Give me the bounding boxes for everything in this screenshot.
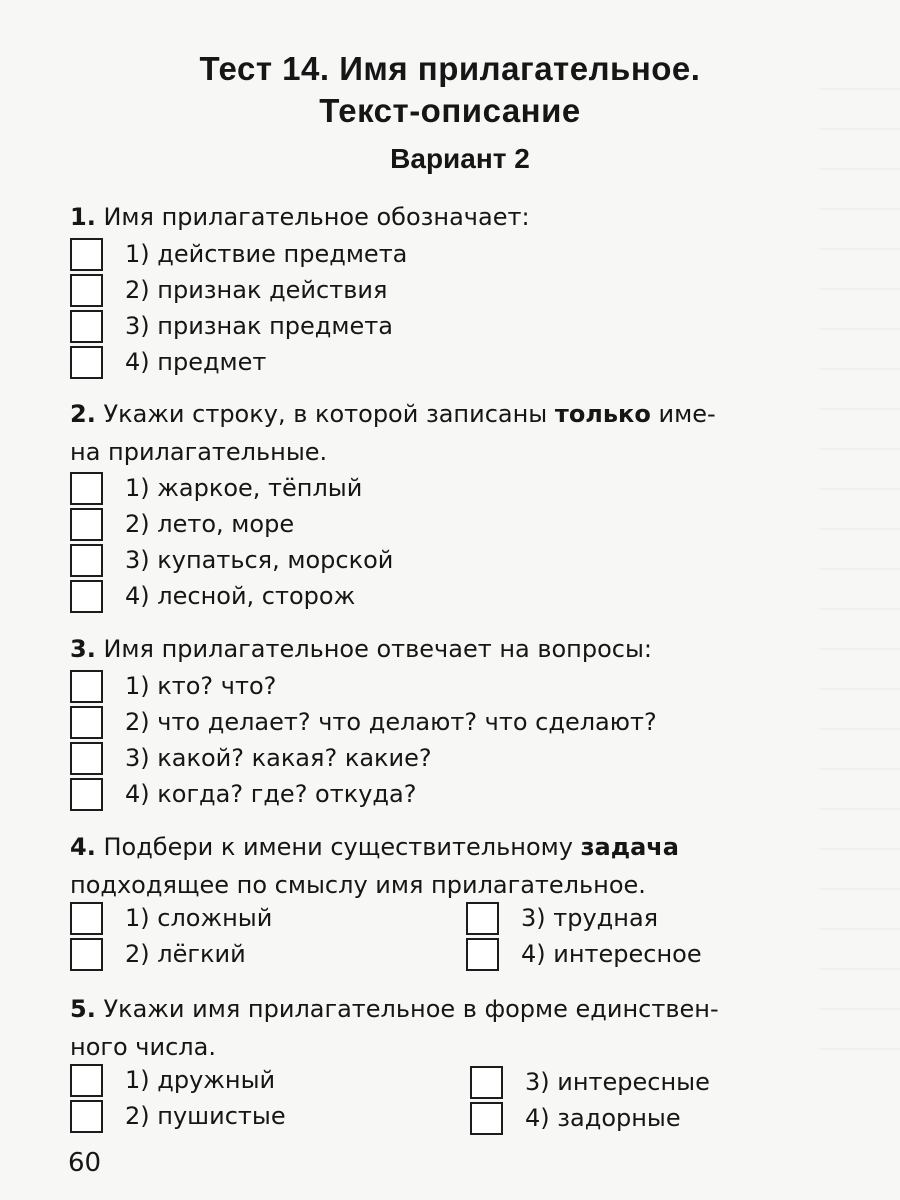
option-label: 1) кто? что? [125,672,277,700]
q1-option-4[interactable] [70,344,266,380]
option-label: 3) купаться, морской [125,546,394,574]
question-prompt-end: име- [658,400,716,428]
option-label: 4) интересное [521,940,702,968]
question-number: 1. [70,203,96,231]
q1-option-2[interactable] [70,272,387,308]
option-label: 2) лёгкий [125,940,246,968]
question-number: 4. [70,833,96,861]
checkbox[interactable] [70,742,103,775]
q2-option-4[interactable] [70,578,355,614]
q2-option-1[interactable] [70,470,362,506]
question-emphasis: только [554,400,651,428]
q5-option-2[interactable] [70,1098,286,1134]
option-label: 1) действие предмета [125,240,408,268]
q5-option-3[interactable] [470,1064,710,1100]
option-label: 3) признак предмета [125,312,393,340]
q1-option-1[interactable] [70,236,407,272]
q4-option-3[interactable] [466,900,658,936]
question-number: 2. [70,400,96,428]
option-label: 3) интересные [525,1068,710,1096]
question-prompt-line2: подходящее по смыслу имя прилагательное. [70,871,646,899]
test-subtitle: Текст-описание [319,92,581,129]
checkbox[interactable] [70,544,103,577]
checkbox[interactable] [466,902,499,935]
checkbox[interactable] [70,902,103,935]
checkbox[interactable] [470,1102,503,1135]
option-label: 1) дружный [125,1066,276,1094]
q3-option-2[interactable] [70,704,657,740]
question-1-text [70,198,840,236]
q3-option-3[interactable] [70,740,432,776]
checkbox[interactable] [466,938,499,971]
q3-option-4[interactable] [70,776,416,812]
question-prompt: Укажи строку, в которой записаны [103,400,548,428]
option-label: 4) когда? где? откуда? [125,780,417,808]
question-number: 5. [70,995,96,1023]
checkbox[interactable] [70,346,103,379]
q2-option-3[interactable] [70,542,393,578]
option-label: 1) сложный [125,904,273,932]
checkbox[interactable] [70,1064,103,1097]
checkbox[interactable] [470,1066,503,1099]
question-number: 3. [70,635,96,663]
checkbox[interactable] [70,778,103,811]
question-prompt: Укажи имя прилагательное в форме единствен- [103,995,719,1023]
q5-option-4[interactable] [470,1100,681,1136]
page-number: 60 [68,1148,102,1178]
option-label: 2) лето, море [125,510,295,538]
checkbox[interactable] [70,472,103,505]
q4-option-1[interactable] [70,900,272,936]
checkbox[interactable] [70,1100,103,1133]
question-5-text [70,990,840,1066]
q2-option-2[interactable] [70,506,294,542]
q3-option-1[interactable] [70,668,276,704]
option-label: 4) предмет [125,348,267,376]
checkbox[interactable] [70,274,103,307]
option-label: 3) трудная [521,904,659,932]
q4-option-2[interactable] [70,936,246,972]
test-title: Тест 14. Имя прилагательное. [199,50,701,87]
checkbox[interactable] [70,310,103,343]
question-prompt: Имя прилагательное обозначает: [103,203,530,231]
checkbox[interactable] [70,706,103,739]
question-4-text [70,828,840,904]
option-label: 2) пушистые [125,1102,286,1130]
question-emphasis: задача [580,833,679,861]
q5-option-1[interactable] [70,1062,275,1098]
checkbox[interactable] [70,670,103,703]
question-prompt-line2: на прилагательные. [70,438,328,466]
option-label: 4) лесной, сторож [125,582,356,610]
question-prompt-line2: ного числа. [70,1033,216,1061]
option-label: 2) что делает? что делают? что сделают? [125,708,657,736]
variant-heading: Вариант 2 [390,143,530,174]
option-label: 3) какой? какая? какие? [125,744,432,772]
question-prompt: Подбери к имени существительному [103,833,573,861]
checkbox[interactable] [70,508,103,541]
q4-option-4[interactable] [466,936,702,972]
option-label: 4) задорные [525,1104,681,1132]
checkbox[interactable] [70,238,103,271]
q1-option-3[interactable] [70,308,393,344]
checkbox[interactable] [70,580,103,613]
option-label: 1) жаркое, тёплый [125,474,363,502]
checkbox[interactable] [70,938,103,971]
option-label: 2) признак действия [125,276,388,304]
question-2-text [70,395,840,471]
question-3-text [70,630,840,668]
question-prompt: Имя прилагательное отвечает на вопросы: [103,635,653,663]
